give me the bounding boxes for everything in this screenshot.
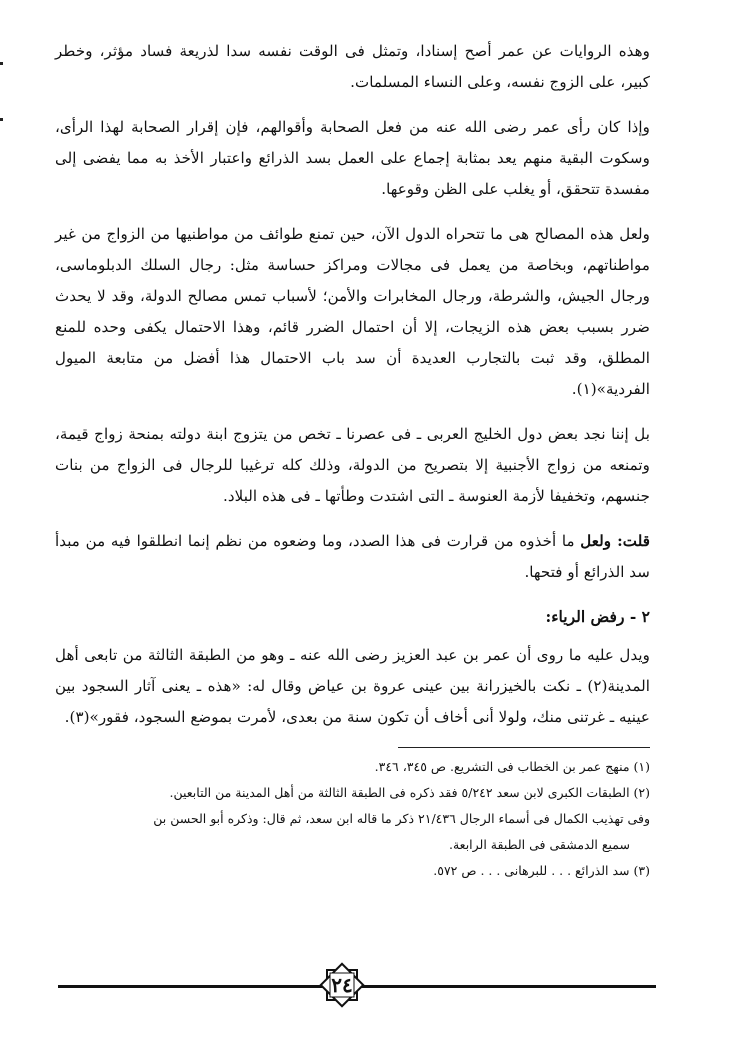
paragraph-1: وهذه الروايات عن عمر أصح إسنادا، وتمثل فى الوقت نفسه سدا لذريعة فساد مؤثر، وخطر كبير، على الزوج نفسه، وعلى النساء المسلمات. <box>55 42 650 91</box>
section-heading: ٢ - رفض الرياء: <box>545 607 650 626</box>
paragraph-4: بل إننا نجد بعض دول الخليج العربى ـ فى عصرنا ـ تخص من يتزوج ابنة دولته بمنحة زواج قيمة، وتمنعه من زواج الأجنبية إلا بتصريح من الدولة، وذلك كله ترغيبا للرجال فى الزواج من بنات جنسهم، وتخفيفا لأزمة العنوسة ـ التى اشتدت وطأتها ـ فى هذه البلاد. <box>55 425 650 505</box>
qult-lead: قلت: ولعل <box>580 532 650 550</box>
page-body <box>55 36 650 884</box>
footnote-2-continued: وفى تهذيب الكمال فى أسماء الرجال ٢١/٤٣٦ ذكر ما قاله ابن سعد، ثم قال: وذكره أبو الحسن بن <box>153 811 650 826</box>
margin-mark-top <box>0 62 3 65</box>
page-number-ornament <box>316 959 368 1011</box>
footnote-2: (٢) الطبقات الكبرى لابن سعد ٥/٢٤٢ فقد ذكره فى الطبقة الثالثة من أهل المدينة من التابعين. <box>169 785 650 800</box>
margin-mark-middle <box>0 118 3 121</box>
paragraph-2: وإذا كان رأى عمر رضى الله عنه من فعل الصحابة وأقوالهم، فإن إقرار الصحابة لهذا الرأى، وسكوت البقية منهم يعد بمثابة إجماع على العمل بسد الذرائع واعتبار الأخذ به مما يفضى إلى مفسدة تتحقق، أو يغلب على الظن وقوعها. <box>55 118 650 198</box>
section-paragraph: ويدل عليه ما روى أن عمر بن عبد العزيز رضى الله عنه ـ وهو من الطبقة الثالثة من تابعى أهل المدينة(٢) ـ نكت بالخيزرانة بين عينى عروة بن عياض وقال له: «هذه ـ يعنى آثار السجود بين عينيه ـ غرتنى منك، ولولا أنى أخاف أن تكون سنة من بعدى، لأمرت بموضع السجود، فقور»(٣). <box>55 646 650 726</box>
page-number: ٢٤ <box>331 973 353 997</box>
paragraph-qult <box>55 526 650 588</box>
paragraph-3: ولعل هذه المصالح هى ما تتحراه الدول الآن، حين تمنع طوائف من مواطنيها من الزواج من غير مواطناتهم، وبخاصة من يعمل فى مجالات ومراكز حساسة مثل: رجال السلك الدبلوماسى، ورجال الجيش، والشرطة، ورجال المخابرات والأمن؛ لأسباب تمس مصالح الدولة، وقد لا يحدث ضرر بسبب بعض هذه الزيجات، إلا أن احتمال الضرر قائم، وهذا الاحتمال يكفى وحده للمنع المطلق، وقد ثبت بالتجارب العديدة أن سد باب الاحتمال هذا أفضل من متابعة الميول الفردية»(١). <box>55 225 650 398</box>
footnote-1: (١) منهج عمر بن الخطاب فى التشريع. ص ٣٤٥، ٣٤٦. <box>374 759 650 774</box>
footnote-divider <box>398 747 650 748</box>
footnote-3: (٣) سد الذرائع . . . للبرهانى . . . ص ٥٧٢. <box>433 863 650 878</box>
footnote-2-continued-2: سميع الدمشقى فى الطبقة الرابعة. <box>448 837 630 852</box>
qult-text: ما أخذوه من قرارت فى هذا الصدد، وما وضعوه من نظم إنما انطلقوا فيه من مبدأ سد الذرائع أو فتحها. <box>55 532 650 581</box>
